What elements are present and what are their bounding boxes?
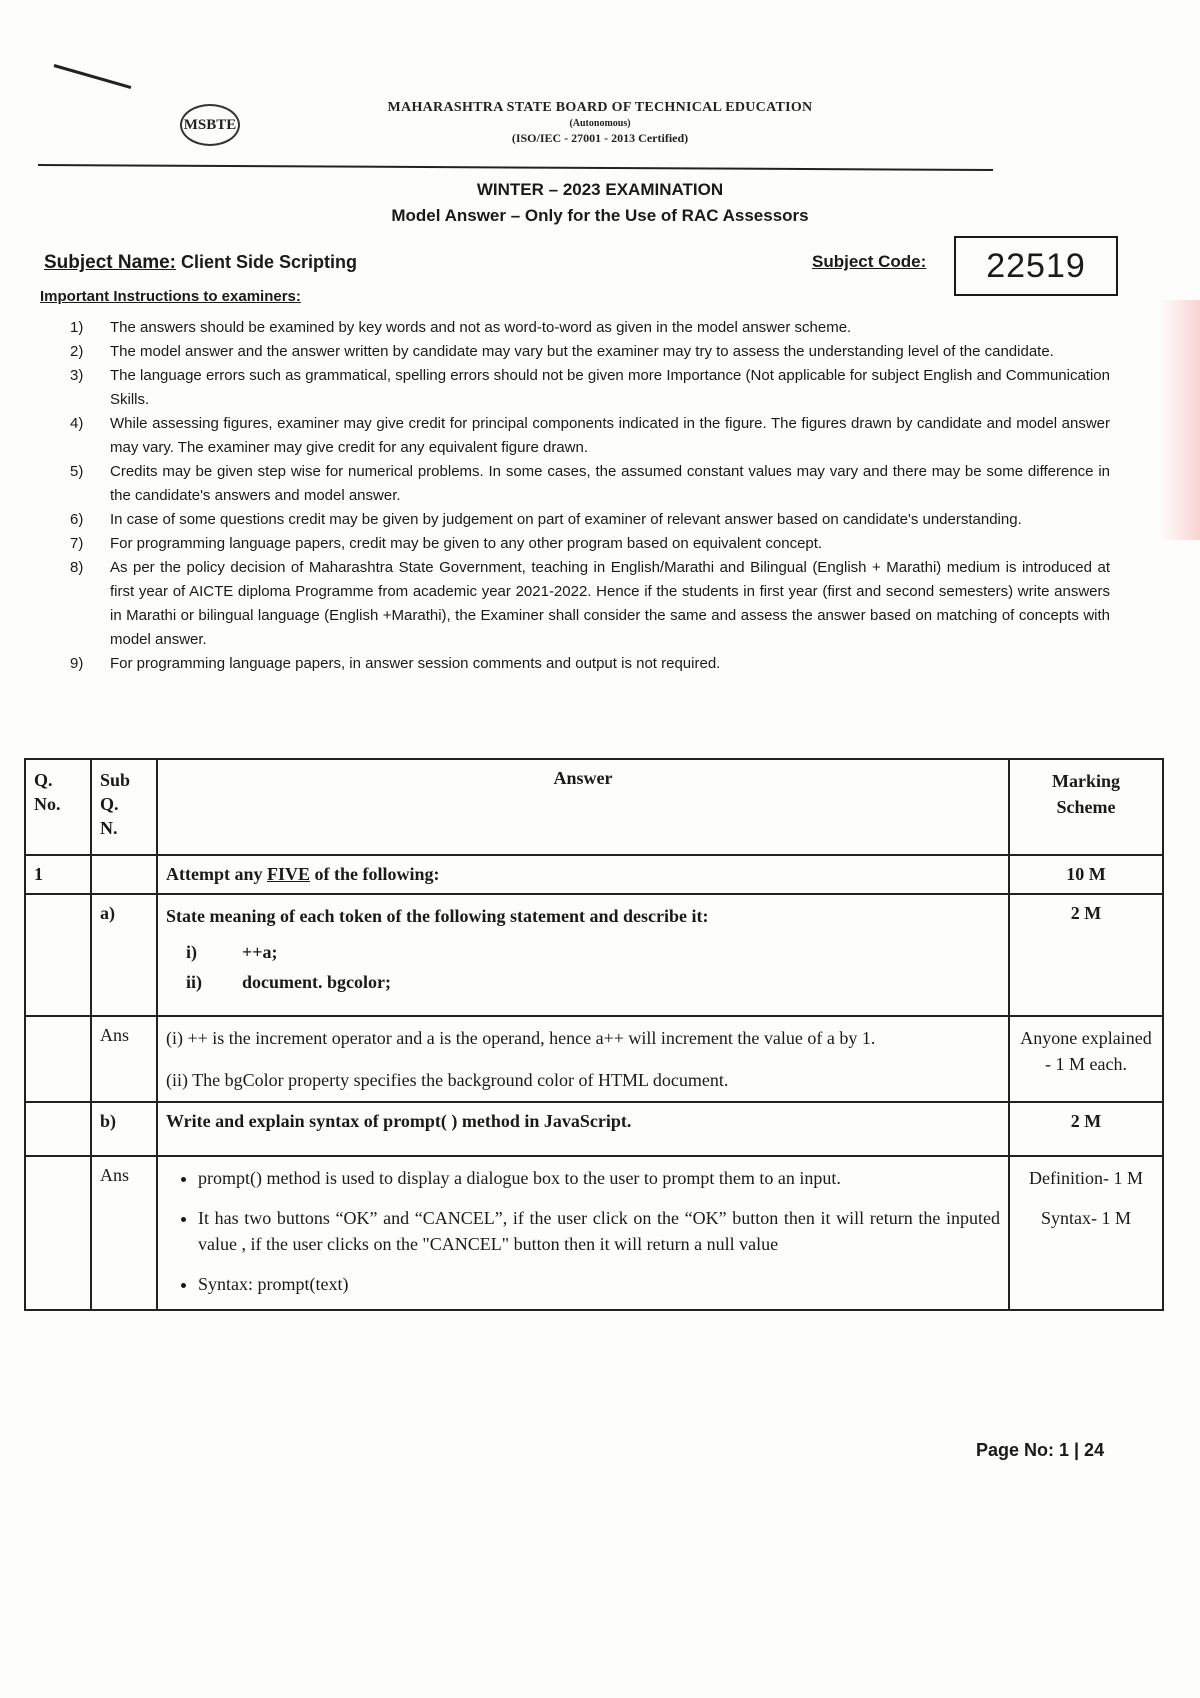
instruction-item (70, 340, 1110, 364)
subject-name (44, 252, 357, 274)
board-autonomous: (Autonomous) (569, 118, 631, 129)
subject-code-box: 22519 (954, 236, 1118, 296)
token-list (186, 937, 1000, 997)
header-subq-line: Sub (100, 770, 131, 790)
header-subq-line: N. (100, 818, 118, 838)
instruction-text: Credits may be given step wise for numerical problems. In some cases, the assumed constant values may vary and there may be some difference in the candidate's answers and model answer. (110, 463, 1110, 504)
instruction-text: The model answer and the answer written by candidate may vary but the examiner may try to assess the understanding level of the candidate. (110, 343, 1054, 360)
instruction-item (70, 556, 1110, 652)
board-name: MAHARASHTRA STATE BOARD OF TECHNICAL EDUCATION (387, 100, 813, 115)
model-answer-subtitle: Model Answer – Only for the Use of RAC Assessors (391, 206, 809, 225)
instructions-title: Important Instructions to examiners: (40, 288, 301, 305)
answer-cell (157, 1156, 1009, 1310)
board-header (340, 100, 860, 146)
table-row (25, 1102, 1163, 1156)
ans-label: Ans (91, 1156, 157, 1310)
instruction-text: For programming language papers, in answer session comments and output is not required. (110, 655, 721, 672)
token-text: document. bgcolor; (242, 972, 391, 992)
instruction-text: The answers should be examined by key words and not as word-to-word as given in the model answer scheme. (110, 319, 852, 336)
header-marking (1009, 759, 1163, 855)
subq-cell (91, 855, 157, 894)
list-item: • prompt() method is used to display a dialogue box to the user to prompt them to an input. (198, 1165, 1000, 1191)
marking-note-line: Syntax- 1 M (1041, 1208, 1131, 1228)
table-row (25, 1016, 1163, 1102)
subject-name-value: Client Side Scripting (181, 252, 358, 272)
table-row (25, 894, 1163, 1016)
table-header-row (25, 759, 1163, 855)
answer-line: (i) ++ is the increment operator and a is the operand, hence a++ will increment the value of a by 1. (166, 1028, 876, 1048)
header-qno-line: Q. (34, 770, 53, 790)
instruction-number: 7) (70, 535, 84, 552)
list-item (186, 937, 1000, 967)
answer-table (24, 758, 1164, 1311)
marking-note-line: Definition- 1 M (1029, 1168, 1143, 1188)
subject-code-label: Subject Code: (812, 252, 927, 271)
header-qno (25, 759, 91, 855)
list-item: • It has two buttons “OK” and “CANCEL”, if the user click on the “OK” button then it will return the inputed value , if the user clicks on the "CANCEL" button then it will return a null value (198, 1205, 1000, 1257)
instruction-number: 4) (70, 415, 84, 432)
instruction-number: 2) (70, 343, 84, 360)
board-logo-icon: MSBTE (180, 104, 240, 146)
header-marking-line: Scheme (1056, 797, 1116, 817)
subq-label: b) (91, 1102, 157, 1156)
marks: 2 M (1009, 894, 1163, 1016)
question-text: Write and explain syntax of prompt( ) method in JavaScript. (157, 1102, 1009, 1156)
subject-name-label: Subject Name: (44, 252, 176, 273)
header-marking-line: Marking (1051, 771, 1120, 791)
instruction-text: In case of some questions credit may be given by judgement on part of examiner of relevant answer based on candidate's understanding. (110, 511, 1022, 528)
instruction-number: 1) (70, 319, 84, 336)
instruction-number: 5) (70, 463, 84, 480)
token-index: i) (186, 942, 197, 962)
qno-cell (25, 894, 91, 1016)
answer-line: (ii) The bgColor property specifies the background color of HTML document. (166, 1070, 729, 1090)
instruction-number: 9) (70, 655, 84, 672)
header-answer: Answer (157, 759, 1009, 855)
instruction-number: 8) (70, 559, 84, 576)
instruction-item (70, 412, 1110, 460)
marking-note (1009, 1156, 1163, 1310)
question-text-post: of the following: (310, 864, 440, 884)
answer-cell (157, 1016, 1009, 1102)
instructions-list (70, 316, 1110, 676)
instruction-text: For programming language papers, credit may be given to any other program based on equivalent concept. (110, 535, 823, 552)
question-text: State meaning of each token of the following statement and describe it: (166, 906, 709, 926)
token-text: ++a; (242, 942, 278, 962)
instruction-item (70, 652, 1110, 676)
scan-edge-tint (1160, 300, 1200, 540)
instruction-item (70, 364, 1110, 412)
question-cell (157, 894, 1009, 1016)
table-row (25, 855, 1163, 894)
board-iso: (ISO/IEC - 27001 - 2013 Certified) (511, 131, 689, 145)
instruction-item (70, 532, 1110, 556)
header-qno-line: No. (34, 794, 61, 814)
instruction-item (70, 508, 1110, 532)
instruction-text: The language errors such as grammatical, spelling errors should not be given more Importance (Not applicable for subject English and Communication Skills. (110, 367, 1110, 408)
marking-note: Anyone explained - 1 M each. (1009, 1016, 1163, 1102)
question-text-emph: FIVE (267, 864, 311, 884)
pen-mark (54, 64, 132, 89)
instruction-text: As per the policy decision of Maharashtra State Government, teaching in English/Marathi and Bilingual (English + Marathi) medium is introduced at first year of AICTE diploma Programme from academic year 2021-2022. Hence if the students in first year (first and second semesters) write answers in Marathi or bilingual language (English +Marathi), the Examiner shall consider the same and assess the answer based on matching of concepts with model answer. (110, 559, 1110, 648)
header-subq-line: Q. (100, 794, 119, 814)
header-subq (91, 759, 157, 855)
header-divider (38, 164, 993, 171)
instruction-number: 6) (70, 511, 84, 528)
question-text-pre: Attempt any (166, 864, 267, 884)
marks: 10 M (1009, 855, 1163, 894)
list-item (186, 967, 1000, 997)
page-number: Page No: 1 | 24 (976, 1440, 1105, 1460)
ans-label: Ans (91, 1016, 157, 1102)
qno-cell (25, 1102, 91, 1156)
list-item: • Syntax: prompt(text) (198, 1271, 1000, 1297)
instruction-number: 3) (70, 367, 84, 384)
qno-cell (25, 1156, 91, 1310)
marks: 2 M (1009, 1102, 1163, 1156)
qno-cell (25, 1016, 91, 1102)
instruction-item (70, 316, 1110, 340)
subq-label: a) (91, 894, 157, 1016)
answer-bullets (166, 1165, 1000, 1297)
table-row (25, 1156, 1163, 1310)
question-text (157, 855, 1009, 894)
token-index: ii) (186, 972, 202, 992)
instruction-item (70, 460, 1110, 508)
question-number: 1 (25, 855, 91, 894)
instruction-text: While assessing figures, examiner may give credit for principal components indicated in the figure. The figures drawn by candidate and model answer may vary. The examiner may give credit for any equivalent figure drawn. (110, 415, 1110, 456)
exam-title: WINTER – 2023 EXAMINATION (476, 180, 724, 199)
